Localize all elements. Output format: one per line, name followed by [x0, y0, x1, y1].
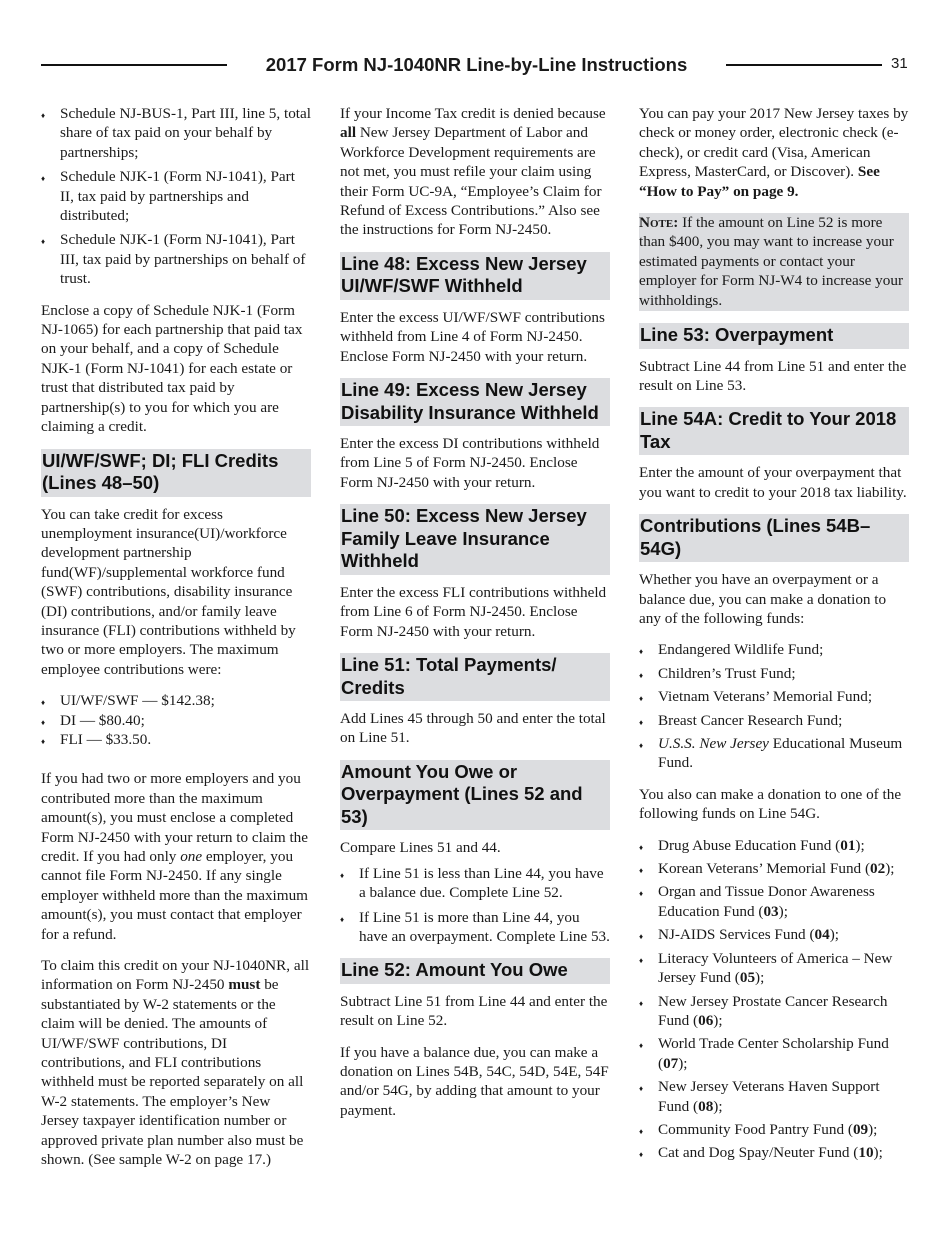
list-item: ♦ DI — $80.40; — [41, 711, 311, 730]
header-rule-right — [726, 64, 882, 66]
list-item: ♦ Schedule NJK-1 (Form NJ-1041), Part II, tax paid by partnerships and distributed; — [41, 167, 311, 225]
list-item: ♦ New Jersey Prostate Cancer Research Fund (06); — [639, 992, 909, 1031]
pay-paragraph: You can pay your 2017 New Jersey taxes by check or money order, electronic check (e-check), or credit card (Visa, American Express, MasterCard, or Discover). See “How to Pay” on page 9. — [639, 105, 909, 200]
list-item: ♦ World Trade Center Scholarship Fund (07); — [639, 1034, 909, 1073]
list-item: ♦ If Line 51 is less than Line 44, you have a balance due. Complete Line 52. — [340, 864, 610, 903]
also-paragraph: You also can make a donation to one of the following funds on Line 54G. — [639, 785, 902, 823]
denied-paragraph: If your Income Tax credit is denied because all New Jersey Department of Labor and Workforce Development requirements are not met, you must refile your claim using their Form UC-9A, “Employee’s Claim for Refund of Excess Contributions.” Also see the instructions for Form NJ-2450. — [340, 105, 606, 239]
note-box: Note: If the amount on Line 52 is more than $400, you may want to increase your estimated payments or contact your employer for Form NJ-W4 to increase your withholdings. — [639, 213, 909, 311]
compare-paragraph: Compare Lines 51 and 44. — [340, 839, 501, 857]
line-54a-paragraph: Enter the amount of your overpayment that you want to credit to your 2018 tax liability. — [639, 464, 907, 501]
list-item: ♦ U.S.S. New Jersey Educational Museum Fund. — [639, 734, 909, 773]
enclose-paragraph: Enclose a copy of Schedule NJK-1 (Form NJ-1065) for each partnership that paid tax on your behalf, and a copy of Schedule NJK-1 (Form NJ-1041) for each estate or trust that distributed tax paid by partnership(s) to you for which you are claiming a credit. — [41, 301, 303, 436]
funds-list — [639, 640, 909, 772]
list-item: ♦ Korean Veterans’ Memorial Fund (02); — [639, 859, 909, 878]
heading-line-51: Line 51: Total Payments/ Credits — [340, 653, 610, 701]
list-item: ♦ FLI — $33.50. — [41, 730, 311, 749]
column-1 — [41, 104, 311, 1182]
page-number: 31 — [891, 55, 908, 72]
note-label: Note: — [639, 214, 679, 232]
line-48-paragraph: Enter the excess UI/WF/SWF contributions withheld from Line 4 of Form NJ-2450. Enclose Form NJ-2450 with your return. — [340, 308, 605, 365]
list-item: ♦ Endangered Wildlife Fund; — [639, 640, 909, 659]
list-item: ♦ Cat and Dog Spay/Neuter Fund (10); — [639, 1143, 909, 1162]
line-49-paragraph: Enter the excess DI contributions withheld from Line 5 of Form NJ-2450. Enclose Form NJ-2450 with your return. — [340, 435, 600, 491]
list-item: ♦ Vietnam Veterans’ Memorial Fund; — [639, 687, 909, 706]
column-2 — [340, 104, 610, 1132]
heading-contributions: Contributions (Lines 54B–54G) — [639, 514, 909, 562]
line-52-paragraph: Subtract Line 51 from Line 44 and enter the result on Line 52. — [340, 992, 608, 1030]
line-50-paragraph: Enter the excess FLI contributions withheld from Line 6 of Form NJ-2450. Enclose Form NJ-2450 with your return. — [340, 583, 607, 640]
list-item: ♦ New Jersey Veterans Haven Support Fund (08); — [639, 1077, 909, 1116]
max-contributions-list — [41, 691, 311, 749]
list-item: ♦ Schedule NJK-1 (Form NJ-1041), Part III, tax paid by partnerships on behalf of trust. — [41, 230, 311, 288]
funds-54g-list — [639, 836, 909, 1163]
list-item: ♦ Schedule NJ-BUS-1, Part III, line 5, total share of tax paid on your behalf by partnerships; — [41, 104, 311, 162]
heading-line-50: Line 50: Excess New Jersey Family Leave Insurance Withheld — [340, 504, 610, 575]
column-3 — [639, 104, 909, 1175]
contributions-paragraph: Whether you have an overpayment or a balance due, you can make a donation to any of the following funds: — [639, 571, 887, 627]
list-item: ♦ If Line 51 is more than Line 44, you have an overpayment. Complete Line 53. — [340, 908, 610, 947]
page-title: 2017 Form NJ-1040NR Line-by-Line Instructions — [265, 54, 688, 75]
compare-list — [340, 864, 610, 947]
list-item: ♦ UI/WF/SWF — $142.38; — [41, 691, 311, 710]
balance-paragraph: If you have a balance due, you can make a donation on Lines 54B, 54C, 54D, 54E, 54F and/or 54G, by adding that amount to your payment. — [340, 1043, 609, 1119]
list-item: ♦ Children’s Trust Fund; — [639, 664, 909, 683]
header-rule-left — [41, 64, 227, 66]
list-item: ♦ Drug Abuse Education Fund (01); — [639, 836, 909, 855]
list-item: ♦ Breast Cancer Research Fund; — [639, 711, 909, 730]
line-51-paragraph: Add Lines 45 through 50 and enter the total on Line 51. — [340, 710, 606, 747]
claim-paragraph: To claim this credit on your NJ-1040NR, all information on Form NJ-2450 must be substantiated by W-2 statements or the claim will be denied. The amounts of UI/WF/SWF contributions, DI contributions, and FLI contributions withheld must be reported separately on all W-2 statements. The employer’s New Jersey taxpayer identification number or approved private plan number also must be shown. (See sample W-2 on page 17.) — [41, 957, 310, 1169]
heading-line-48: Line 48: Excess New Jersey UI/WF/SWF Withheld — [340, 252, 610, 300]
heading-amount-owe: Amount You Owe or Overpayment (Lines 52 and 53) — [340, 760, 610, 831]
credit-intro-paragraph: You can take credit for excess unemployment insurance(UI)/workforce development partnership fund(WF)/supplemental workforce fund (SWF) contributions, disability insurance (DI) contributions, and/or family leave insurance (FLI) contributions withheld by two or more employers. The maximum employee contributions were: — [41, 505, 296, 678]
two-employers-paragraph: If you had two or more employers and you contributed more than the maximum amount(s), you must enclose a completed Form NJ-2450 with your return to claim the credit. If you had only one employer, you cannot file Form NJ-2450. If any single employer withheld more than the maximum amount(s), you must contact that employer for a refund. — [41, 770, 309, 943]
heading-line-54a: Line 54A: Credit to Your 2018 Tax — [639, 407, 909, 455]
heading-credits: UI/WF/SWF; DI; FLI Credits (Lines 48–50) — [41, 449, 311, 497]
schedule-list — [41, 104, 311, 289]
list-item: ♦ Literacy Volunteers of America – New Jersey Fund (05); — [639, 949, 909, 988]
list-item: ♦ Organ and Tissue Donor Awareness Education Fund (03); — [639, 882, 909, 921]
heading-line-52: Line 52: Amount You Owe — [340, 958, 610, 984]
line-53-paragraph: Subtract Line 44 from Line 51 and enter the result on Line 53. — [639, 357, 907, 394]
list-item: ♦ NJ-AIDS Services Fund (04); — [639, 925, 909, 944]
heading-line-49: Line 49: Excess New Jersey Disability Insurance Withheld — [340, 378, 610, 426]
heading-line-53: Line 53: Overpayment — [639, 323, 909, 349]
list-item: ♦ Community Food Pantry Fund (09); — [639, 1120, 909, 1139]
